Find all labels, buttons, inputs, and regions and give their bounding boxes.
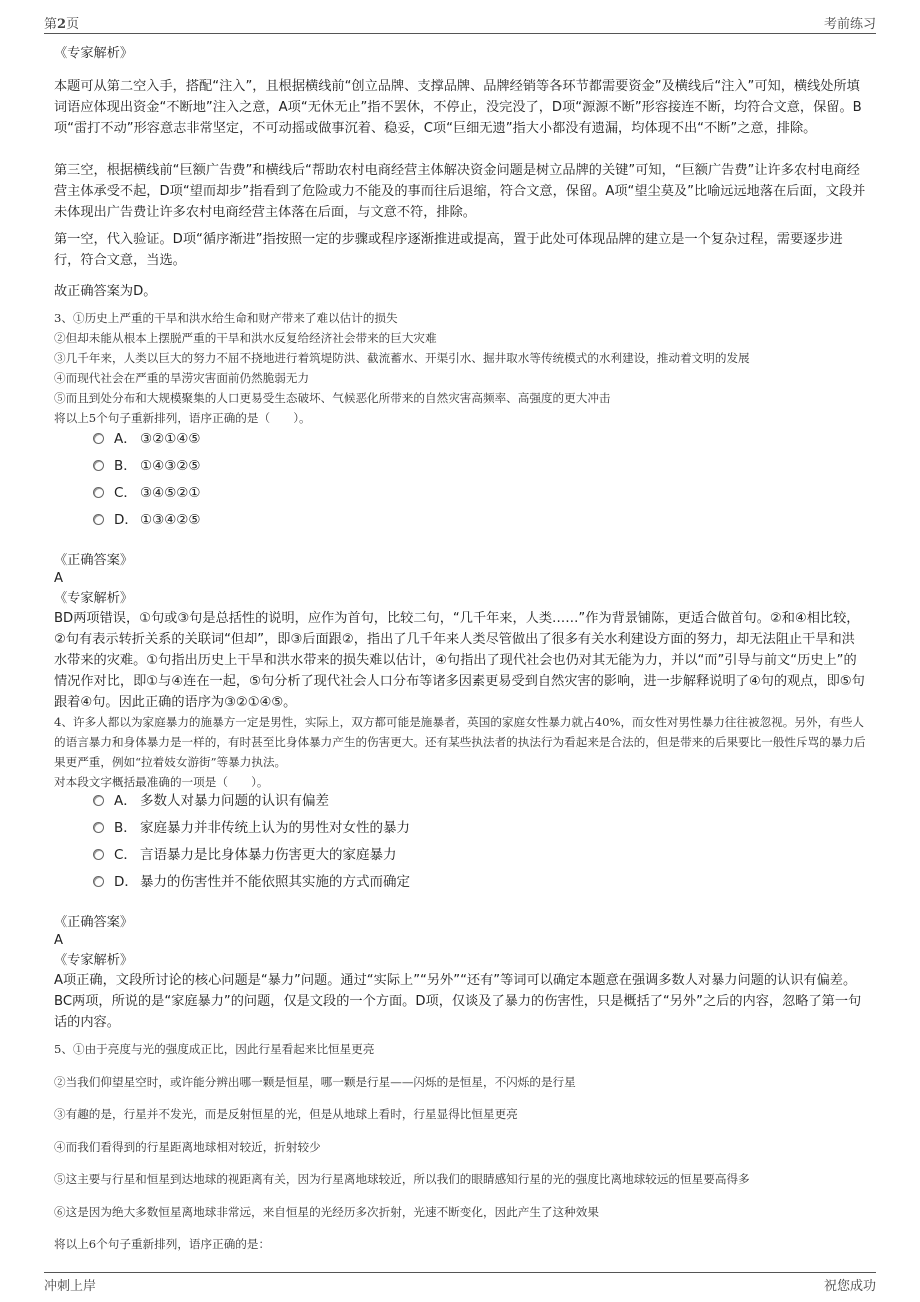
sentence-line: ④而现代社会在严重的旱涝灾害面前仍然脆弱无力 [54,371,310,385]
question-3-stem [54,308,866,428]
option-b[interactable]: B． 家庭暴力并非传统上认为的男性对女性的暴力 [93,817,410,839]
correct-answer: A [54,571,64,586]
analysis-paragraph: A项正确，文段所讨论的核心问题是“暴力”问题。通过“实际上”“另外”“还有”等词可以确定本题意在强调多数人对暴力问题的认识有偏差。BC两项，所说的是“家庭暴力”的问题，仅是文段的一个方面。D项，仅谈及了暴力的伤害性，只是概括了“另外”之后的内容，忽略了第一句话的内容。 [54,973,862,1030]
sentence-line: ③有趣的是，行星并不发光，而是反射恒星的光，但是从地球上看时，行星显得比恒星更亮 [54,1107,518,1121]
radio-icon[interactable] [93,822,104,833]
header-title: 考前练习 [823,17,876,32]
question-passage: 4、许多人都以为家庭暴力的施暴方一定是男性，实际上，双方都可能是施暴者，英国的家庭女性暴力就占40%，而女性对男性暴力往往被忽视。另外，有些人的语言暴力和身体暴力是一样的，有时甚至比身体暴力产生的伤害更大。还有某些执法者的执法行为看起来是合法的，但是带来的后果要比一般性斥骂的暴力后果更严重，例如“拉着妓女游街”等暴力执法。 [54,715,866,769]
radio-icon[interactable] [93,795,104,806]
page-number: 第2页 [44,17,80,32]
option-c[interactable]: C． ③④⑤②① [93,482,201,504]
analysis-paragraph: 第三空，根据横线前“巨额广告费”和横线后“帮助农村电商经营主体解决资金问题是树立品牌的关键”可知，“巨额广告费”让许多农村电商经营主体承受不起，D项“望而却步”指看到了危险或力不能及的事而往后退缩，符合文意，保留。A项“望尘莫及”比喻远远地落在后面，文段并未体现出广告费让许多农村电商经营主体落在后面，与文意不符，排除。 [54,163,866,220]
radio-icon[interactable] [93,487,104,498]
analysis-tag: 《专家解析》 [54,46,134,61]
sentence-line: ③几千年来，人类以巨大的努力不屈不挠地进行着筑堤防洪、截流蓄水、开渠引水、掘井取水等传统模式的水利建设，推动着文明的发展 [54,351,750,365]
sentence-line: ⑤这主要与行星和恒星到达地球的视距离有关，因为行星离地球较近，所以我们的眼睛感知行星的光的强度比离地球较远的恒星要高得多 [54,1172,750,1186]
footer-right: 祝您成功 [823,1279,876,1294]
radio-icon[interactable] [93,460,104,471]
analysis-paragraph: 本题可从第二空入手，搭配“注入”，且根据横线前“创立品牌、支撑品牌、品牌经销等各环节都需要资金”及横线后“注入”可知，横线处所填词语应体现出资金“不断地”注入之意，A项“无休无止”指不罢休，不停止，没完没了，D项“源源不断”形容接连不断，均符合文意，保留。B项“雷打不动”形容意志非常坚定，不可动摇或做事沉着、稳妥，C项“巨细无遗”指大小都没有遗漏，均体现不出“不断”之意，排除。 [54,79,862,136]
answer-conclusion: 故正确答案为D。 [54,284,157,299]
option-a[interactable]: A． 多数人对暴力问题的认识有偏差 [93,790,329,812]
sentence-line: ⑥这是因为绝大多数恒星离地球非常远，来自恒星的光经历多次折射，光速不断变化，因此产生了这种效果 [54,1205,599,1219]
option-a[interactable]: A． ③②①④⑤ [93,428,201,450]
page-header [44,11,876,34]
analysis-paragraph: BD两项错误，①句或③句是总括性的说明，应作为首句，比较二句，“几千年来，人类……”作为背景铺陈，更适合做首句。②和④相比较，②句有表示转折关系的关联词“但却”，即③后面跟②，指出了几千年来人类尽管做出了很多有关水利建设方面的努力，却无法阻止干旱和洪水带来的灾难。①句指出历史上干旱和洪水带来的损失难以估计，④句指出了现代社会也仍对其无能为力，并以“而”引导与前文“历史上”的情况作对比，即①与④连在一起，⑤句分析了现代社会人口分布等诸多因素更易受到自然灾害的影响，进一步解释说明了④句的观点，即⑤句跟着④句。因此正确的语序为③②①④⑤。 [54,611,865,710]
question-prompt: 将以上6个句子重新排列，语序正确的是： [54,1237,271,1251]
option-c[interactable]: C． 言语暴力是比身体暴力伤害更大的家庭暴力 [93,844,397,866]
correct-answer: A [54,933,64,948]
sentence-line: ②当我们仰望星空时，或许能分辨出哪一颗是恒星，哪一颗是行星——闪烁的是恒星，不闪烁的是行星 [54,1075,576,1089]
footer-left: 冲刺上岸 [44,1279,97,1294]
option-d[interactable]: D． ①③④②⑤ [93,509,201,531]
page-footer [44,1272,876,1294]
answer-tag: 《正确答案》 [54,915,134,930]
sentence-line: 5、①由于亮度与光的强度成正比，因此行星看起来比恒星更亮 [54,1042,375,1056]
question-prompt: 将以上5个句子重新排列，语序正确的是（ ）。 [54,411,311,425]
analysis-paragraph: 第一空，代入验证。D项“循序渐进”指按照一定的步骤或程序逐渐推进或提高，置于此处可体现品牌的建立是一个复杂过程，需要逐步进行，符合文意，当选。 [54,232,843,268]
option-d[interactable]: D． 暴力的伤害性并不能依照其实施的方式而确定 [93,871,410,893]
answer-tag: 《正确答案》 [54,553,134,568]
sentence-line: ②但却未能从根本上摆脱严重的干旱和洪水反复给经济社会带来的巨大灾难 [54,331,437,345]
sentence-line: ⑤而且到处分布和大规模聚集的人口更易受生态破坏、气候恶化所带来的自然灾害高频率、高强度的更大冲击 [54,391,611,405]
radio-icon[interactable] [93,876,104,887]
question-prompt: 对本段文字概括最准确的一项是（ ）。 [54,775,269,789]
analysis-tag: 《专家解析》 [54,591,134,606]
option-b[interactable]: B． ①④③②⑤ [93,455,201,477]
question-4-stem [54,712,866,792]
analysis-tag: 《专家解析》 [54,953,134,968]
sentence-line: ④而我们看得到的行星距离地球相对较近，折射较少 [54,1140,321,1154]
radio-icon[interactable] [93,433,104,444]
radio-icon[interactable] [93,849,104,860]
sentence-line: 3、①历史上严重的干旱和洪水给生命和财产带来了难以估计的损失 [54,311,398,325]
radio-icon[interactable] [93,514,104,525]
